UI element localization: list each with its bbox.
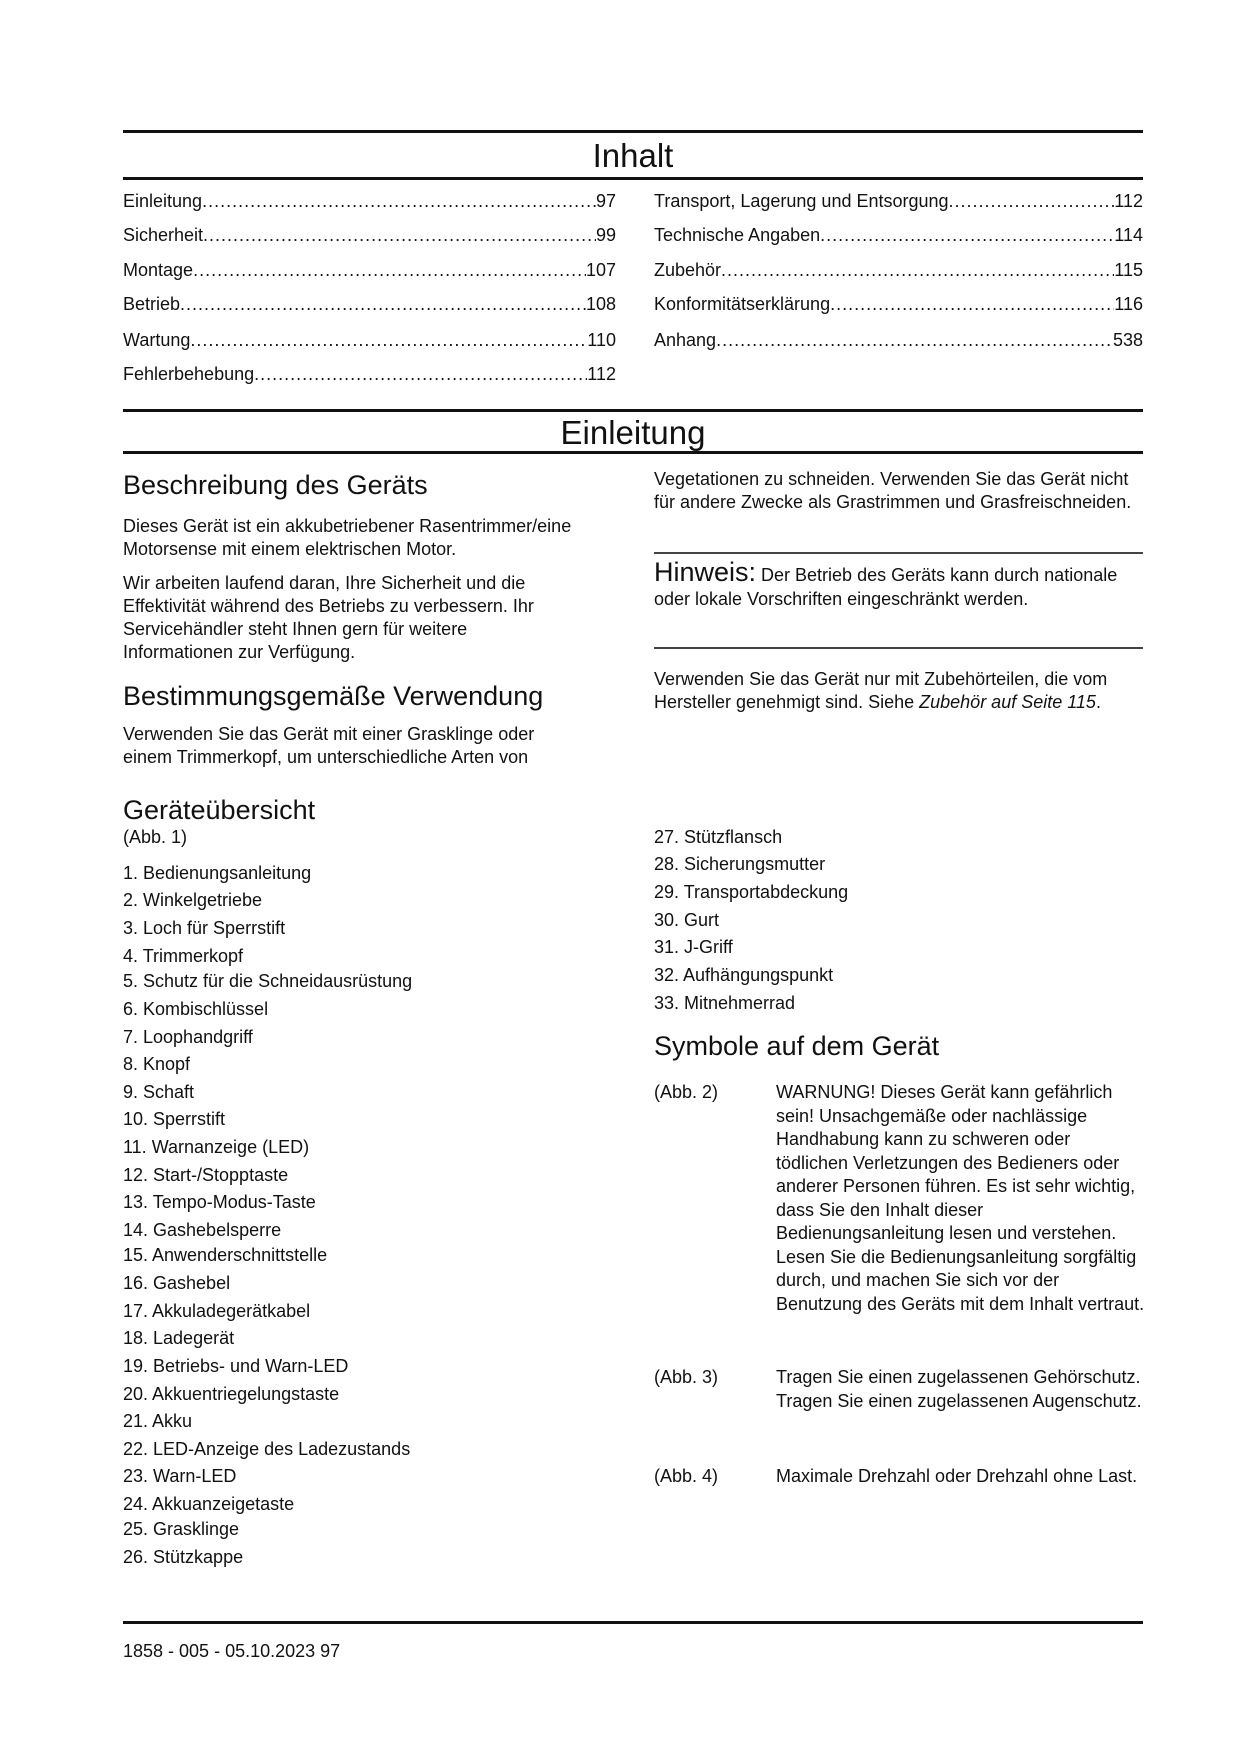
symbol-description: WARNUNG! Dieses Gerät kann gefährlich sein! Unsachgemäße oder nachlässige Handhabung kann zu schweren oder tödlichen Verletzungen des Bedieners oder anderer Personen führen. Es ist sehr wichtig, dass Sie den Inhalt dieser Bedienungsanleitung lesen und verstehen. Lesen Sie die Bedienungsanleitung sorgfältig durch, und machen Sie sich vor der Benutzung des Geräts mit dem Inhalt vertraut. bbox=[776, 1082, 1145, 1314]
list-item: 3. Loch für Sperrstift bbox=[123, 918, 286, 938]
list-item: 19. Betriebs- und Warn-LED bbox=[123, 1356, 349, 1376]
list-item: 7. Loophandgriff bbox=[123, 1027, 253, 1047]
toc-entry[interactable]: Anhang ..... 538 bbox=[654, 329, 1143, 351]
toc-entry[interactable]: Transport, Lagerung und Entsorgung ..... 112 bbox=[654, 190, 1143, 212]
list-item: 13. Tempo-Modus-Taste bbox=[123, 1192, 316, 1212]
toc-entry[interactable]: Wartung ..... 110 bbox=[123, 329, 616, 351]
list-item: 2. Winkelgetriebe bbox=[123, 890, 263, 910]
list-item: 25. Grasklinge bbox=[123, 1519, 240, 1539]
toc-entry[interactable]: Konformitätserklärung ..... 116 bbox=[654, 293, 1143, 315]
list-item: 30. Gurt bbox=[654, 910, 720, 930]
list-item: 33. Mitnehmerrad bbox=[654, 993, 796, 1013]
list-item: 8. Knopf bbox=[123, 1054, 191, 1074]
toc-entry[interactable]: Montage ..... 107 bbox=[123, 259, 616, 281]
note-bottom-rule bbox=[654, 647, 1143, 649]
list-item: 18. Ladegerät bbox=[123, 1328, 235, 1348]
toc-entry[interactable]: Einleitung ..... 97 bbox=[123, 190, 616, 212]
intended-use-paragraph: Verwenden Sie das Gerät mit einer Grasklinge oder einem Trimmerkopf, um unterschiedliche Arten von bbox=[123, 724, 535, 767]
note-block bbox=[654, 557, 1124, 611]
toc-entry[interactable]: Technische Angaben ..... 114 bbox=[654, 224, 1143, 246]
symbol-ref: (Abb. 4) bbox=[654, 1466, 719, 1486]
list-item: 14. Gashebelsperre bbox=[123, 1220, 282, 1240]
toc-entry[interactable]: Zubehör ..... 115 bbox=[654, 259, 1143, 281]
list-item: 15. Anwenderschnittstelle bbox=[123, 1245, 328, 1265]
overview-heading: Geräteübersicht bbox=[123, 795, 316, 825]
list-item: 23. Warn-LED bbox=[123, 1466, 237, 1486]
symbol-description: Tragen Sie einen zugelassenen Gehörschutz. Tragen Sie einen zugelassenen Augenschutz. bbox=[776, 1367, 1142, 1411]
toc-entry[interactable]: Sicherheit ..... 99 bbox=[123, 224, 616, 246]
toc-top-rule bbox=[123, 130, 1143, 133]
list-item: 20. Akkuentriegelungstaste bbox=[123, 1384, 340, 1404]
note-top-rule bbox=[654, 552, 1143, 554]
list-item: 32. Aufhängungspunkt bbox=[654, 965, 834, 985]
note-label: Hinweis: bbox=[654, 557, 757, 587]
intended-use-heading: Bestimmungsgemäße Verwendung bbox=[123, 681, 544, 711]
list-item: 21. Akku bbox=[123, 1411, 193, 1431]
overview-figure-ref: (Abb. 1) bbox=[123, 827, 188, 847]
list-item: 26. Stützkappe bbox=[123, 1547, 244, 1567]
list-item: 28. Sicherungsmutter bbox=[654, 854, 826, 874]
list-item: 10. Sperrstift bbox=[123, 1109, 226, 1129]
list-item: 12. Start-/Stopptaste bbox=[123, 1165, 289, 1185]
description-paragraph-2: Wir arbeiten laufend daran, Ihre Sicherheit und die Effektivität während des Betriebs zu verbessern. Ihr Servicehändler steht Ihnen gern für weitere Informationen zur Verfügung. bbox=[123, 573, 534, 662]
footer-rule bbox=[123, 1621, 1143, 1624]
list-item: 5. Schutz für die Schneidausrüstung bbox=[123, 971, 413, 991]
toc-entry[interactable]: Fehlerbehebung ..... 112 bbox=[123, 363, 616, 385]
symbol-description: Maximale Drehzahl oder Drehzahl ohne Last. bbox=[776, 1466, 1138, 1486]
list-item: 27. Stützflansch bbox=[654, 827, 783, 847]
list-item: 16. Gashebel bbox=[123, 1273, 231, 1293]
symbol-ref: (Abb. 2) bbox=[654, 1082, 719, 1102]
description-paragraph-1: Dieses Gerät ist ein akkubetriebener Rasentrimmer/eine Motorsense mit einem elektrischen Motor. bbox=[123, 516, 572, 559]
intended-use-paragraph-continued: Vegetationen zu schneiden. Verwenden Sie das Gerät nicht für andere Zwecke als Grastrimmen und Grasfreischneiden. bbox=[654, 469, 1132, 512]
symbols-heading: Symbole auf dem Gerät bbox=[654, 1031, 940, 1061]
list-item: 9. Schaft bbox=[123, 1082, 195, 1102]
list-item: 1. Bedienungsanleitung bbox=[123, 863, 312, 883]
list-item: 6. Kombischlüssel bbox=[123, 999, 269, 1019]
list-item: 22. LED-Anzeige des Ladezustands bbox=[123, 1439, 411, 1459]
list-item: 31. J-Griff bbox=[654, 937, 733, 957]
toc-title: Inhalt bbox=[592, 137, 674, 174]
page-footer: 1858 - 005 - 05.10.2023 97 bbox=[123, 1641, 341, 1661]
symbol-ref: (Abb. 3) bbox=[654, 1367, 719, 1387]
list-item: 29. Transportabdeckung bbox=[654, 882, 849, 902]
accessories-paragraph: Verwenden Sie das Gerät nur mit Zubehörteilen, die vom Hersteller genehmigt sind. Siehe Zubehör auf Seite 115. bbox=[654, 669, 1108, 712]
list-item: 11. Warnanzeige (LED) bbox=[123, 1137, 310, 1157]
intro-bottom-rule bbox=[123, 451, 1143, 454]
intro-top-rule bbox=[123, 409, 1143, 412]
note-text: Der Betrieb des Geräts kann durch nationale oder lokale Vorschriften eingeschränkt werden. bbox=[654, 565, 1118, 609]
intro-title: Einleitung bbox=[560, 414, 706, 451]
description-heading: Beschreibung des Geräts bbox=[123, 470, 428, 500]
list-item: 4. Trimmerkopf bbox=[123, 946, 244, 966]
toc-entry[interactable]: Betrieb ..... 108 bbox=[123, 293, 616, 315]
accessories-link[interactable]: Zubehör auf Seite 115 bbox=[919, 692, 1096, 712]
list-item: 17. Akkuladegerätkabel bbox=[123, 1301, 311, 1321]
list-item: 24. Akkuanzeigetaste bbox=[123, 1494, 295, 1514]
toc-bottom-rule bbox=[123, 177, 1143, 180]
